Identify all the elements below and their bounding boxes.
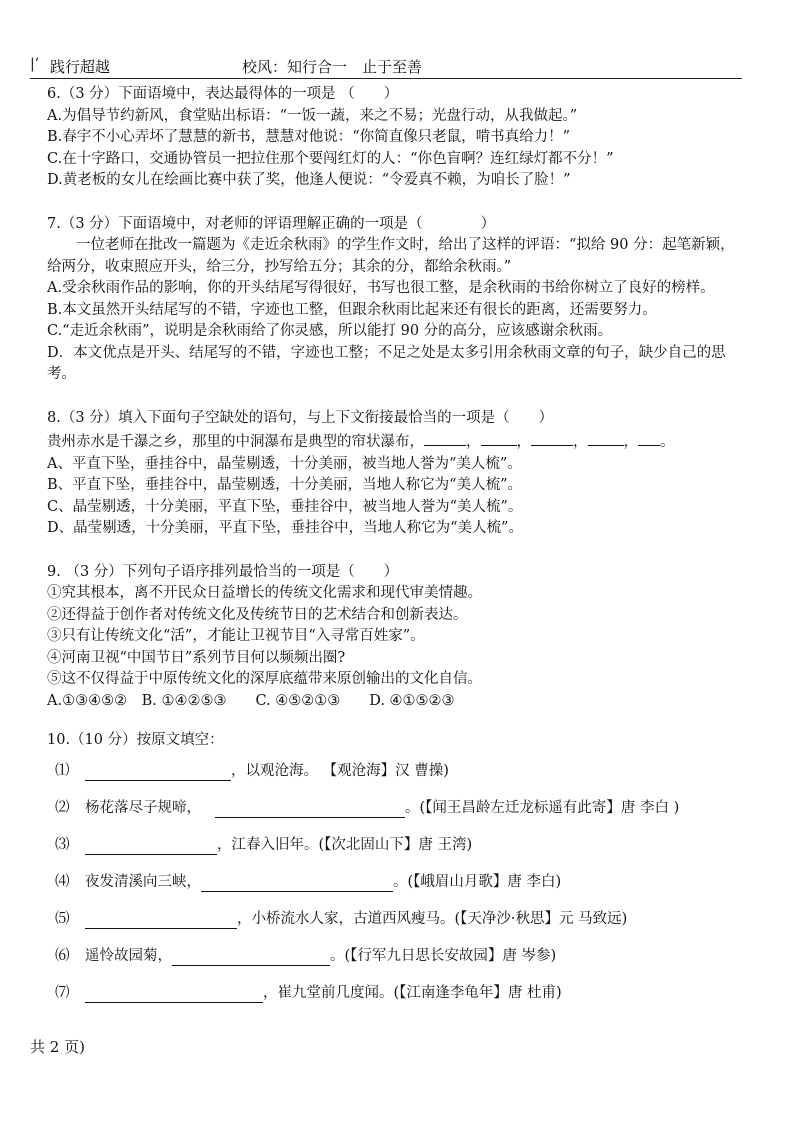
question-9-sentence-3: ③只有让传统文化“活”，才能让卫视节目“入寻常百姓家”。	[47, 628, 425, 644]
question-10-stem: 10.（10 分）按原文填空：	[47, 732, 224, 748]
question-9-sentence-1: ①究其根本，离不开民众日益增长的传统文化需求和现代审美情趣。	[47, 585, 482, 601]
header-school-motto: 校风：知行合一 止于至善	[242, 58, 423, 76]
answer-blank[interactable]	[85, 986, 263, 1003]
answer-blank[interactable]	[215, 801, 405, 818]
question-7-option-c: C.“走近余秋雨”，说明是余秋雨给了你灵感，所以能打 90 分的高分，应该感谢余秋雨。	[47, 323, 613, 339]
question-8-sentence-text: 贵州赤水是千瀑之乡，那里的中洞瀑布是典型的帘状瀑布，	[47, 434, 424, 450]
page-header	[30, 54, 742, 79]
question-8-option-c: C、晶莹剔透，十分美丽，平直下坠，垂挂谷中，被当地人誉为“美人梳”。	[47, 498, 523, 515]
question-8	[47, 408, 747, 540]
question-7-option-b: B.本文虽然开头结尾写的不错，字迹也工整，但跟余秋雨比起来还有很长的距离，还需要努力。	[47, 301, 657, 318]
question-7-passage: 一位老师在批改一篇题为《走近余秋雨》的学生作文时，给出了这样的评语：“拟给 90 分：起笔新颖，给两分，收束照应开头，给三分，抄写给五分；其余的分，都给余秋雨。”	[47, 237, 735, 275]
fill-item-7: ⑺ ，崔九堂前几度闻。(【江南逢李龟年】唐 杜甫)	[55, 985, 562, 1002]
question-9-sentence-5: ⑤这不仅得益于中原传统文化的深厚底蕴带来原创输出的文化自信。	[47, 671, 482, 687]
header-mark: |’	[30, 56, 40, 72]
question-9-stem: 9. （3 分）下列句子语序排列最恰当的一项是（ ）	[47, 563, 399, 580]
answer-blank[interactable]	[172, 949, 330, 966]
question-6-stem: 6.（3 分）下面语境中，表达最得体的一项是 （ ）	[47, 86, 399, 102]
question-8-option-b: B、平直下坠，垂挂谷中，晶莹剔透，十分美丽，当地人称它为“美人梳”。	[47, 477, 522, 493]
question-7-stem: 7.（3 分）下面语境中，对老师的评语理解正确的一项是（ ）	[47, 215, 496, 232]
question-8-sentence: 贵州赤水是千瀑之乡，那里的中洞瀑布是典型的帘状瀑布， ， ， ， ， 。	[47, 429, 747, 454]
answer-blank[interactable]	[85, 912, 237, 929]
answer-blank[interactable]	[638, 429, 660, 446]
question-6-option-a: A.为倡导节约新风，食堂贴出标语：“一饭一蔬，来之不易；光盘行动，从我做起。”	[47, 107, 578, 124]
answer-blank[interactable]	[85, 764, 231, 781]
question-9-sentence-2: ②还得益于创作者对传统文化及传统节日的艺术结合和创新表达。	[47, 606, 468, 623]
answer-blank[interactable]	[588, 429, 624, 446]
answer-blank[interactable]	[531, 429, 573, 446]
answer-blank[interactable]	[481, 429, 517, 446]
question-6-option-b: B.春宇不小心弄坏了慧慧的新书，慧慧对他说：“你简直像只老鼠，啃书真给力！”	[47, 129, 571, 145]
fill-item-4: ⑷ 夜发清溪向三峡， 。(【峨眉山月歌】唐 李白)	[55, 874, 562, 891]
question-10	[47, 730, 747, 1013]
answer-blank[interactable]	[85, 838, 217, 855]
question-7-option-d: D．本文优点是开头、结尾写的不错，字迹也工整；不足之处是太多引用余秋雨文章的句子，缺少自己的思考。	[47, 344, 726, 382]
question-6-option-c: C.在十字路口，交通协管员一把拉住那个要闯红灯的人：“你色盲啊？连红绿灯都不分！”	[47, 150, 614, 167]
question-8-option-a: A、平直下坠，垂挂谷中，晶莹剔透，十分美丽，被当地人誉为“美人梳”。	[47, 455, 522, 472]
fill-item-2: ⑵ 杨花落尽子规啼， 。(【闻王昌龄左迁龙标遥有此寄】唐 李白 )	[55, 800, 680, 817]
question-9-sentence-4: ④河南卫视“中国节日”系列节目何以频频出圈?	[47, 649, 346, 666]
question-7	[47, 214, 747, 386]
question-9	[47, 562, 747, 713]
page-footer: 共 2 页)	[30, 1038, 85, 1056]
question-6	[47, 84, 747, 192]
exam-content	[47, 84, 747, 1013]
header-motto: 践行超越	[50, 58, 111, 76]
question-7-option-a: A.受余秋雨作品的影响，你的开头结尾写得很好，书写也很工整，是余秋雨的书给你树立了良好的榜样。	[47, 280, 715, 296]
answer-blank[interactable]	[201, 875, 393, 892]
fill-item-1: ⑴ ，以观沧海。 【观沧海】汉 曹操)	[55, 763, 449, 780]
question-8-option-d: D、晶莹剔透，十分美丽，平直下坠，垂挂谷中，当地人称它为“美人梳”。	[47, 520, 523, 536]
fill-item-6: ⑹ 遥怜故园菊， 。(【行军九日思长安故园】唐 岑参)	[55, 948, 557, 965]
question-8-stem: 8.（3 分）填入下面句子空缺处的语句，与上下文衔接最恰当的一项是（ ）	[47, 409, 554, 426]
question-6-option-d: D.黄老板的女儿在绘画比赛中获了奖，他逢人便说：“令爱真不赖，为咱长了脸！”	[47, 172, 571, 188]
fill-item-5: ⑸ ，小桥流水人家，古道西风瘦马。(【天净沙·秋思】元 马致远)	[55, 911, 628, 928]
answer-blank[interactable]	[424, 429, 466, 446]
fill-item-3: ⑶ ，江春入旧年。(【次北固山下】唐 王湾)	[55, 837, 473, 854]
question-9-options: A.①③④⑤② B. ①④②⑤③ C. ④⑤②①③ D. ④①⑤②③	[47, 692, 455, 709]
